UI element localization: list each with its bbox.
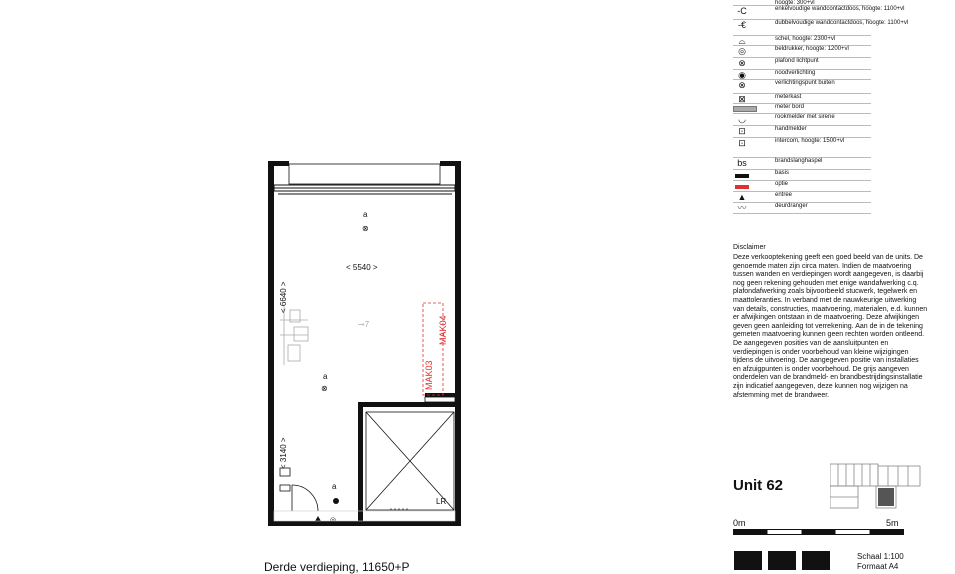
fire-hose-icon: bs (737, 158, 747, 168)
legend-row (733, 36, 871, 46)
legend-row (733, 6, 905, 20)
floor-title: Derde verdieping, 11650+P (264, 560, 410, 574)
legend-label: dubbelvoudige wandcontactdoos, hoogte: 1100+vl (775, 20, 909, 26)
legend-label: meter bord (775, 104, 805, 110)
disclaimer-body: Deze verkooptekening geeft een goed beeld van de units. De genoemde maten zijn circa maten. Indien de maatvoering tussen wanden en verdiepingen wordt aangegeven, is daarbij nog geen rekening gehouden met enige wandafwerking c.q. plafondafwerking zoals bijvoorbeeld stucwerk, tegelwerk en maattoleranties. In verband met de nauwkeurige uitwerking van details, constructies, maatvoering, materialen, e.d. kunnen er afwijkingen ontstaan in de maatvoering. Deze afwijkingen geven geen aanleiding tot verrekening. Aan de in de tekening gemeten maatvoering kunnen geen rechten worden ontleend. De aangegeven posities van de aansluitpunten en verdiepingen is onder voorbehoud van kleine wijzigingen tijdens de uitvoering. De aangegeven positie van installaties en afzuigpunten is onder voorbehoud. De grijs aangeven onderdelen van de brandmeld- en brandbestrijdingsinstallatie zijn indicatief aangegeven, deze kunnen nog wijzigen na afstemming met de brandweer. (733, 254, 928, 399)
dim-width: < 5540 > (346, 263, 378, 272)
switch-label-2: a (323, 372, 328, 381)
logo-block-1 (734, 551, 762, 570)
single-socket-icon: -C (737, 6, 747, 16)
legend-row (733, 46, 871, 58)
swatch (735, 185, 749, 189)
ceiling-light-icon: ⊗ (321, 384, 328, 393)
legend-row (733, 170, 871, 181)
legend-label: intercom, hoogte: 1500+vl (775, 138, 845, 144)
legend-label: basis (775, 170, 790, 176)
ceiling-light-icon: ⊗ (738, 58, 746, 68)
legend-row (733, 181, 871, 192)
bell-push-icon: ◎ (738, 46, 746, 56)
dim-height-bottom: < 3140 > (279, 437, 288, 469)
switch-icon: ⌓ (738, 36, 746, 46)
legend-row (733, 20, 909, 36)
legend-label: enkelvoudige wandcontactdoos, hoogte: 1100+vl (775, 6, 905, 12)
legend-row (733, 138, 871, 158)
legend-row (733, 203, 871, 214)
switch-label-3: a (332, 482, 337, 491)
hand-alarm-icon: ⊡ (738, 126, 746, 136)
dim-height-top: < 6640 > (279, 281, 288, 313)
legend-label: hoogte: 300+vl (775, 0, 815, 6)
mak04-label: MAK04 (438, 315, 448, 345)
meter-board-icon (733, 104, 751, 114)
legend-row (733, 104, 871, 114)
scale-text: Schaal 1:100 (857, 552, 904, 561)
meter-cabinet-icon: ⊠ (738, 94, 746, 104)
legend-row (733, 70, 871, 80)
optie-swatch-icon (733, 181, 751, 191)
legend-row (733, 80, 871, 94)
emergency-light-icon: ◉ (738, 70, 746, 80)
ceiling-light-icon: ⊗ (362, 224, 369, 233)
legend-label: entree (775, 192, 793, 198)
legend-label: verlichtingspunt buiten (775, 80, 835, 86)
bell-icon (333, 498, 339, 504)
scale-info (857, 552, 904, 572)
legend-label: optie (775, 181, 789, 187)
basis-swatch-icon (733, 170, 751, 180)
floor-plan (260, 155, 470, 535)
fire-installation-symbol (280, 305, 308, 365)
switch-label-1: a (363, 210, 368, 219)
scale-bar (733, 528, 905, 536)
legend-label: meterkast (775, 94, 802, 100)
swatch (735, 174, 749, 178)
legend-label: plafond lichtpunt (775, 58, 819, 64)
entrance-door (280, 468, 318, 511)
scale-end: 5m (886, 518, 899, 528)
double-socket-icon: -€ (737, 20, 746, 30)
mak03-label: MAK03 (424, 360, 434, 390)
legend-row (733, 126, 871, 138)
logo-block-2 (768, 551, 796, 570)
legend-label: schel, hoogte: 2300+vl (775, 36, 836, 42)
unit-title: Unit 62 (733, 477, 784, 494)
intercom-icon: ⊡ (738, 138, 746, 148)
swatch (733, 106, 757, 112)
outdoor-light-icon: ⊗ (738, 80, 746, 90)
bell-push-icon: ◎ (330, 517, 337, 524)
door-closer-icon: 〰 (737, 203, 747, 213)
legend-row (733, 158, 871, 170)
legend-label: noodverlichting (775, 70, 816, 76)
entrance-icon: ▲ (737, 192, 747, 202)
disclaimer-title: Disclaimer (733, 244, 766, 251)
legend-label: rookmelder met sirene (775, 114, 835, 120)
format-text: Formaat A4 (857, 562, 899, 571)
legend-label: handmelder (775, 126, 807, 132)
smoke-detector-icon: ◡ (738, 114, 746, 124)
legend-label: beldrukker, hoogte: 1200+vl (775, 46, 849, 52)
lr-label: LR (436, 497, 447, 506)
scale-start: 0m (733, 518, 746, 528)
legend-row (733, 58, 871, 70)
logo-block-3 (802, 551, 830, 570)
legend-label: deurdranger (775, 203, 808, 209)
entrance-icon (314, 516, 322, 523)
legend-row (733, 94, 871, 104)
ceiling-light-grey-icon: ⊸7 (358, 320, 370, 329)
key-plan (830, 460, 930, 510)
legend-row (733, 114, 871, 126)
legend-row (733, 192, 871, 203)
legend-label: brandslanghaspel (775, 158, 823, 164)
